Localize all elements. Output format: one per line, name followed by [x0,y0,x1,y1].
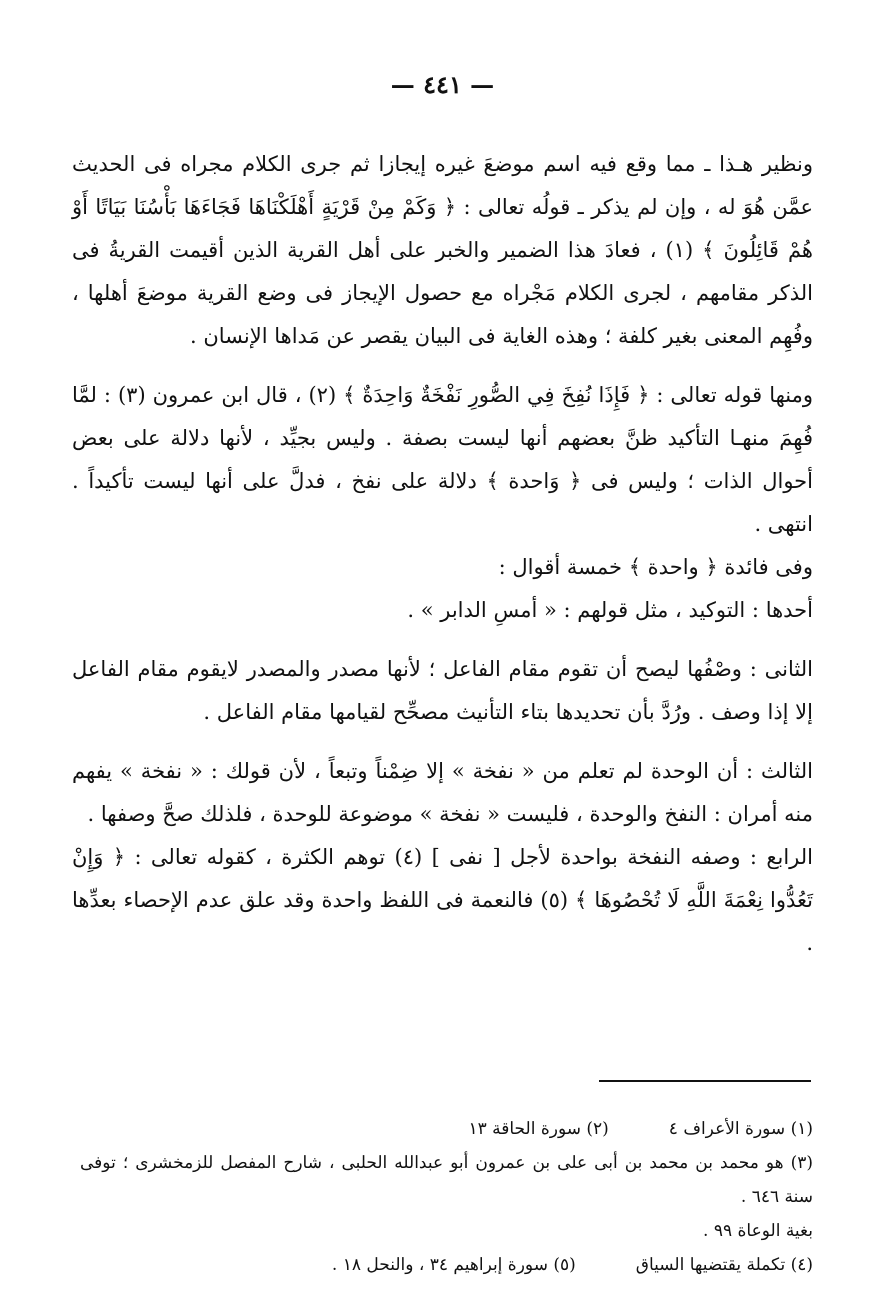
footnote-4: (٤) تكملة يقتضيها السياق [635,1255,813,1275]
paragraph-1: ونظير هـذا ـ مما وقع فيه اسم موضعَ غيره إيجازا ثم جرى الكلام مجراه فى الحديث عمَّن هُوَ له ، وإن لم يذكر ـ قولُه تعالى : ﴿ وَكَمْ مِنْ قَرْيَةٍ أَهْلَكْنَاهَا فَجَاءَهَا بَأْسُنَا بَيَاتًا أَوْ هُمْ قَائِلُونَ ﴾ (١) ، فعادَ هذا الضمير والخبر على أهل القرية الذين أقيمت القريةُ فى الذكر مقامهم ، لجرى الكلام مَجْراه مع حصول الإيجاز فى وضع القرية موضعَ أهلها ، وفُهِم المعنى بغير كلفة ؛ وهذه الغاية فى البيان يقصر عن مَداها الإنسان . [72,152,814,348]
footnote-3-continued: بغية الوعاة ٩٩ . [703,1221,813,1241]
footnote-row-3 [80,1248,813,1282]
footnote-5: (٥) سورة إبراهيم ٣٤ ، والنحل ١٨ . [331,1255,576,1275]
paragraph-6: الثالث : أن الوحدة لم تعلم من « نفخة » إلا ضِمْناً وتبعاً ، لأن قولك : « نفخة » يفهم منه أمران : النفخ والوحدة ، فليست « نفخة » موضوعة للوحدة ، فلذلك صحَّ وصفها . [72,759,813,826]
footnote-1: (١) سورة الأعراف ٤ [668,1119,813,1139]
footnote-3: (٣) هو محمد بن محمد بن أبى على بن عمرون أبو عبدالله الحلبى ، شارح المفصل للزمخشرى ؛ توفى سنة ٦٤٦ . [80,1153,813,1207]
paragraph-4: أحدها : التوكيد ، مثل قولهم : « أمسِ الدابر » . [407,598,813,622]
paragraph-2: ومنها قوله تعالى : ﴿ فَإِذَا نُفِخَ فِي الصُّورِ نَفْخَةٌ وَاحِدَةٌ ﴾ (٢) ، قال ابن عمرون (٣) : لمَّا فُهِمَ منهـا التأكيد ظنَّ بعضهم أنها ليست بصفة . وليس بجيِّد ، لأنها دلالة على بعض أحوال الذات ؛ وليس فى ﴿ وَاحدة ﴾ دلالة على نفخ ، فدلَّ على أنها ليست تأكيداً . انتهى . [72,383,813,536]
paragraph-5: الثانى : وصْفُها ليصح أن تقوم مقام الفاعل ؛ لأنها مصدر والمصدر لايقوم مقام الفاعل إلا إذا وصف . ورُدَّ بأن تحديدها بتاء التأنيث مصحِّح لقيامها مقام الفاعل . [72,657,813,724]
paragraph-7: الرابع : وصفه النفخة بواحدة لأجل [ نفى ] (٤) توهم الكثرة ، كقوله تعالى : ﴿ وَإِنْ تَعُدُّوا نِعْمَةَ اللَّهِ لَا تُحْصُوهَا ﴾ (٥) فالنعمة فى اللفظ واحدة وقد علق عدم الإحصاء بعدِّها . [72,845,813,955]
footnote-row-1 [80,1112,813,1146]
footnote-divider [599,1080,811,1082]
footnotes [80,1112,813,1282]
paragraph-3: وفى فائدة ﴿ واحدة ﴾ خمسة أقوال : [498,555,813,579]
footnote-2: (٢) سورة الحاقة ١٣ [468,1119,609,1139]
page-number: — ٤٤١ — [390,70,495,99]
